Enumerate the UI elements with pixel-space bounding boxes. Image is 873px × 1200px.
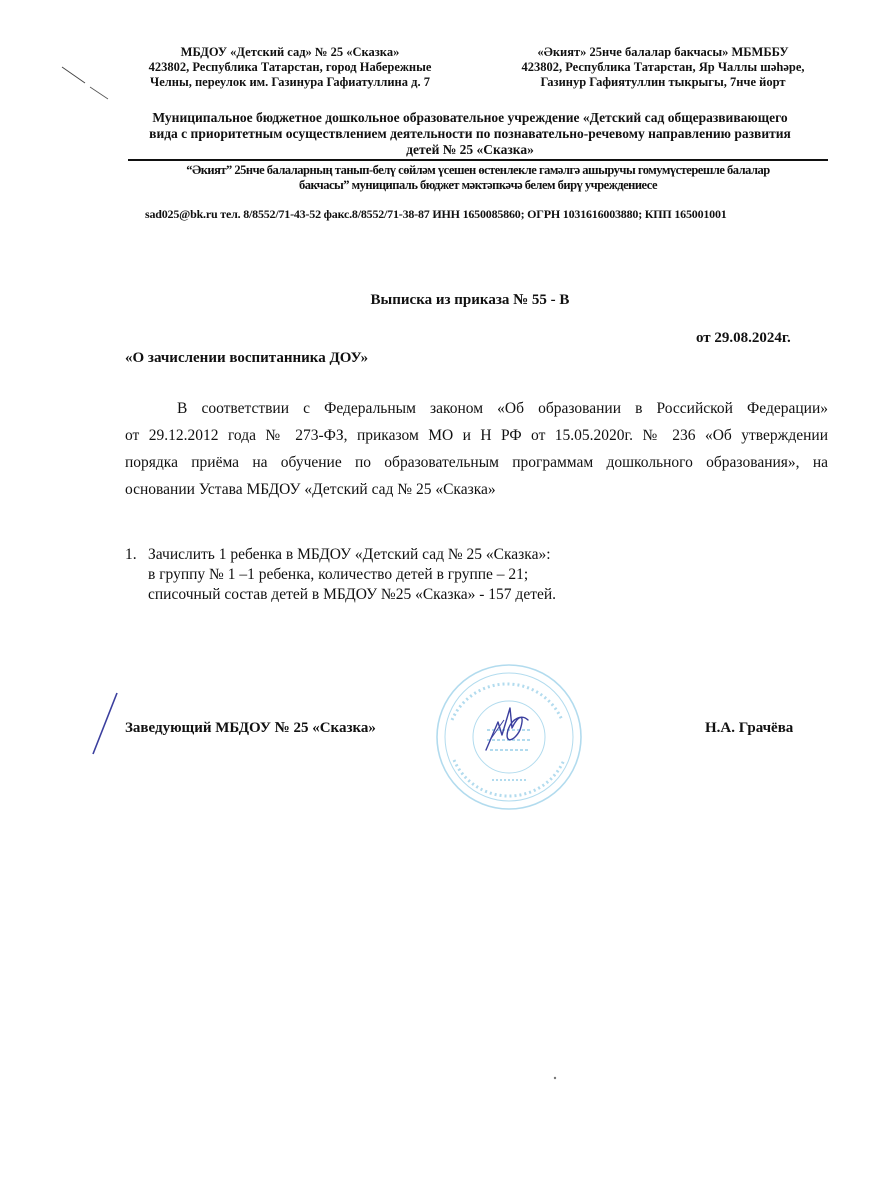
header-right-line2: 423802, Республика Татарстан, Яр Чаллы шәһәре,	[521, 60, 805, 74]
signature-scribble	[478, 700, 538, 755]
contacts-line: sad025@bk.ru тел. 8/8552/71-43-52 факс.8/8552/71-38-87 ИНН 1650085860; ОГРН 1031616003880; КПП 165001001	[145, 207, 727, 221]
header-divider	[128, 159, 828, 161]
document-title: Выписка из приказа № 55 - В	[370, 292, 570, 308]
order-item-line2: в группу № 1 –1 ребенка, количество детей в группе – 21;	[148, 566, 529, 583]
institution-line3: детей № 25 «Сказка»	[406, 142, 534, 157]
header-right-line3: Газинур Гафиятуллин тыкрыгы, 7нче йорт	[540, 75, 786, 89]
pen-stroke	[85, 690, 125, 760]
header-left-line1: МБДОУ «Детский сад» № 25 «Сказка»	[180, 45, 400, 59]
signature-name: Н.А. Грачёва	[705, 720, 794, 736]
institution-line2: вида с приоритетным осуществлением деятельности по познавательно-речевому направлению развития	[149, 126, 791, 141]
header-left-line3: Челны, переулок им. Газинура Гафиатуллина д. 7	[150, 75, 430, 89]
institution-tatar-line2: бакчасы” муниципаль бюджет мәктәпкәчә белем бирү учреждениесе	[298, 178, 658, 192]
header-right	[498, 45, 828, 90]
order-date: от 29.08.2024г.	[696, 330, 791, 346]
order-item-number: 1.	[125, 546, 137, 563]
header-right-line1: «Әкият» 25нче балалар бакчасы» МБМББУ	[537, 45, 789, 59]
institution-name-tatar	[128, 163, 828, 193]
body-line4: основании Устава МБДОУ «Детский сад № 25 «Сказка»	[125, 481, 496, 498]
order-item-line3: списочный состав детей в МБДОУ №25 «Сказка» - 157 детей.	[148, 586, 557, 603]
institution-line1: Муниципальное бюджетное дошкольное образовательное учреждение «Детский сад общеразвивающего	[152, 110, 788, 125]
body-line2: от 29.12.2012 года № 273-ФЗ, приказом МО и Н РФ от 15.05.2020г. № 236 «Об утверждении	[125, 427, 828, 444]
body-line3: порядка приёма на обучение по образовательным программам дошкольного образования», на	[125, 454, 828, 471]
signature-position: Заведующий МБДОУ № 25 «Сказка»	[125, 720, 376, 736]
order-item-line1: Зачислить 1 ребенка в МБДОУ «Детский сад № 25 «Сказка»:	[148, 546, 551, 563]
institution-tatar-line1: “Әкият” 25нче балаларның танып-белү сөйләм үсешен өстенлекле гамәлгә ашыручы гомумүстерешле балалар	[186, 163, 770, 177]
order-subject: «О зачислении воспитанника ДОУ»	[125, 350, 369, 366]
body-paragraph	[125, 395, 828, 503]
header-left	[110, 45, 470, 90]
header-left-line2: 423802, Республика Татарстан, город Набережные	[148, 60, 432, 74]
scan-speck	[552, 1075, 558, 1081]
body-line1: В соответствии с Федеральным законом «Об образовании в Российской Федерации»	[177, 400, 828, 417]
institution-name	[110, 110, 830, 158]
